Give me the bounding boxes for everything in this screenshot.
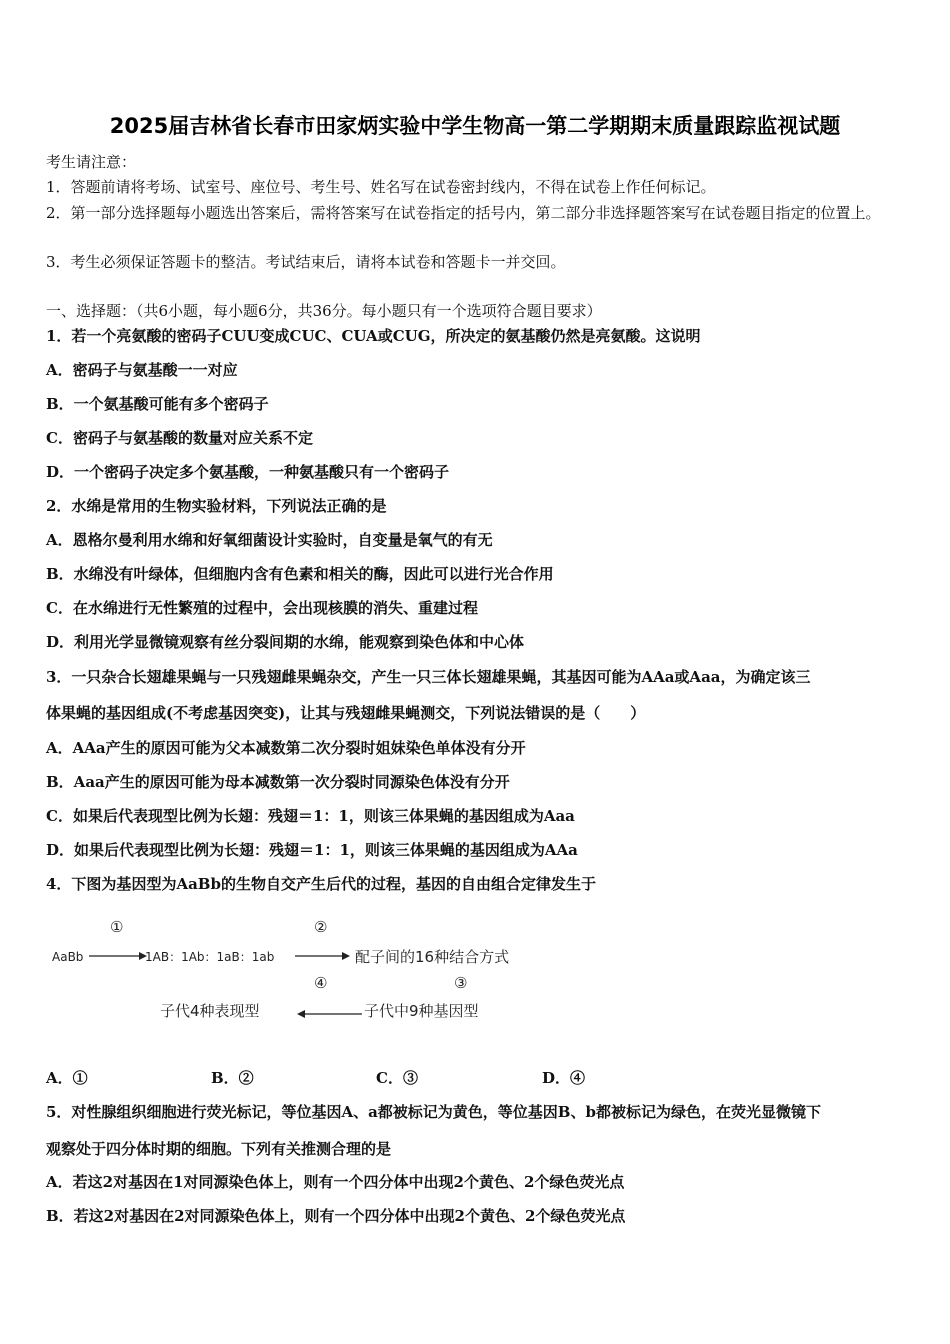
q2-stem: 2．水绵是常用的生物实验材料，下列说法正确的是: [46, 497, 387, 515]
notice-item-2: 2．第一部分选择题每小题选出答案后，需将答案写在试卷指定的括号内，第二部分非选择题答案写在试卷题目指定的位置上。: [46, 204, 881, 222]
diagram-label-2: ②: [314, 918, 328, 936]
q3-option-b: B．Aaa产生的原因可能为母本减数第一次分裂时同源染色体没有分开: [46, 773, 510, 791]
diagram-label-1: ①: [110, 918, 124, 936]
q2-option-d: D．利用光学显微镜观察有丝分裂间期的水绵，能观察到染色体和中心体: [46, 633, 525, 651]
q4-option-c: C．③: [376, 1069, 418, 1087]
diagram-label-3: ③: [454, 974, 468, 992]
notice-item-3: 3．考生必须保证答题卡的整洁。考试结束后，请将本试卷和答题卡一并交回。: [46, 253, 566, 271]
notice-heading: 考生请注意：: [46, 153, 137, 171]
diagram-phenotypes: 子代4种表现型: [160, 1002, 260, 1020]
q2-option-b: B．水绵没有叶绿体，但细胞内含有色素和相关的酶，因此可以进行光合作用: [46, 565, 554, 583]
q1-option-d: D．一个密码子决定多个氨基酸，一种氨基酸只有一个密码子: [46, 463, 450, 481]
q3-stem-line2: 体果蝇的基因组成(不考虑基因突变)，让其与残翅雌果蝇测交，下列说法错误的是（ ）: [46, 704, 646, 722]
diagram-start: AaBb: [52, 950, 84, 964]
q4-option-d: D．④: [542, 1069, 586, 1087]
q1-option-a: A．密码子与氨基酸一一对应: [46, 361, 238, 379]
q3-stem-line1: 3．一只杂合长翅雄果蝇与一只残翅雌果蝇杂交，产生一只三体长翅雄果蝇，其基因可能为AAa或Aaa，为确定该三: [46, 668, 811, 686]
q5-option-b: B．若这2对基因在2对同源染色体上，则有一个四分体中出现2个黄色、2个绿色荧光点: [46, 1207, 626, 1225]
q5-option-a: A．若这2对基因在1对同源染色体上，则有一个四分体中出现2个黄色、2个绿色荧光点: [46, 1173, 625, 1191]
q3-option-a: A．AAa产生的原因可能为父本减数第二次分裂时姐妹染色单体没有分开: [46, 739, 526, 757]
diagram-gametes: 1AB：1Ab：1aB：1ab: [145, 950, 275, 964]
q1-option-c: C．密码子与氨基酸的数量对应关系不定: [46, 429, 313, 447]
q4-option-b: B．②: [211, 1069, 254, 1087]
q1-option-b: B．一个氨基酸可能有多个密码子: [46, 395, 269, 413]
q5-stem-line2: 观察处于四分体时期的细胞。下列有关推测合理的是: [46, 1140, 392, 1158]
q2-option-c: C．在水绵进行无性繁殖的过程中，会出现核膜的消失、重建过程: [46, 599, 478, 617]
q3-option-c: C．如果后代表现型比例为长翅：残翅＝1：1，则该三体果蝇的基因组成为Aaa: [46, 807, 575, 825]
q4-diagram: [46, 912, 566, 1027]
arrow-4-head: [297, 1010, 305, 1018]
diagram-genotypes: 子代中9种基因型: [364, 1002, 479, 1020]
q2-option-a: A．恩格尔曼利用水绵和好氧细菌设计实验时，自变量是氧气的有无: [46, 531, 493, 549]
q4-options: [46, 1067, 746, 1089]
q1-stem: 1．若一个亮氨酸的密码子CUU变成CUC、CUA或CUG，所决定的氨基酸仍然是亮氨酸。这说明: [46, 327, 701, 345]
diagram-combos: 配子间的16种结合方式: [355, 948, 510, 966]
arrow-2-head: [342, 952, 350, 960]
q3-option-d: D．如果后代表现型比例为长翅：残翅＝1：1，则该三体果蝇的基因组成为AAa: [46, 841, 578, 859]
page-title: 2025届吉林省长春市田家炳实验中学生物高一第二学期期末质量跟踪监视试题: [109, 114, 841, 138]
diagram-label-4: ④: [314, 974, 328, 992]
notice-item-1: 1．答题前请将考场、试室号、座位号、考生号、姓名写在试卷密封线内，不得在试卷上作任何标记。: [46, 178, 716, 196]
q4-stem: 4．下图为基因型为AaBb的生物自交产生后代的过程，基因的自由组合定律发生于: [46, 875, 596, 893]
section-heading: 一、选择题：（共6小题，每小题6分，共36分。每小题只有一个选项符合题目要求）: [46, 302, 602, 320]
q5-stem-line1: 5．对性腺组织细胞进行荧光标记，等位基因A、a都被标记为黄色，等位基因B、b都被标记为绿色，在荧光显微镜下: [46, 1103, 821, 1121]
q4-option-a: A．①: [46, 1069, 88, 1087]
